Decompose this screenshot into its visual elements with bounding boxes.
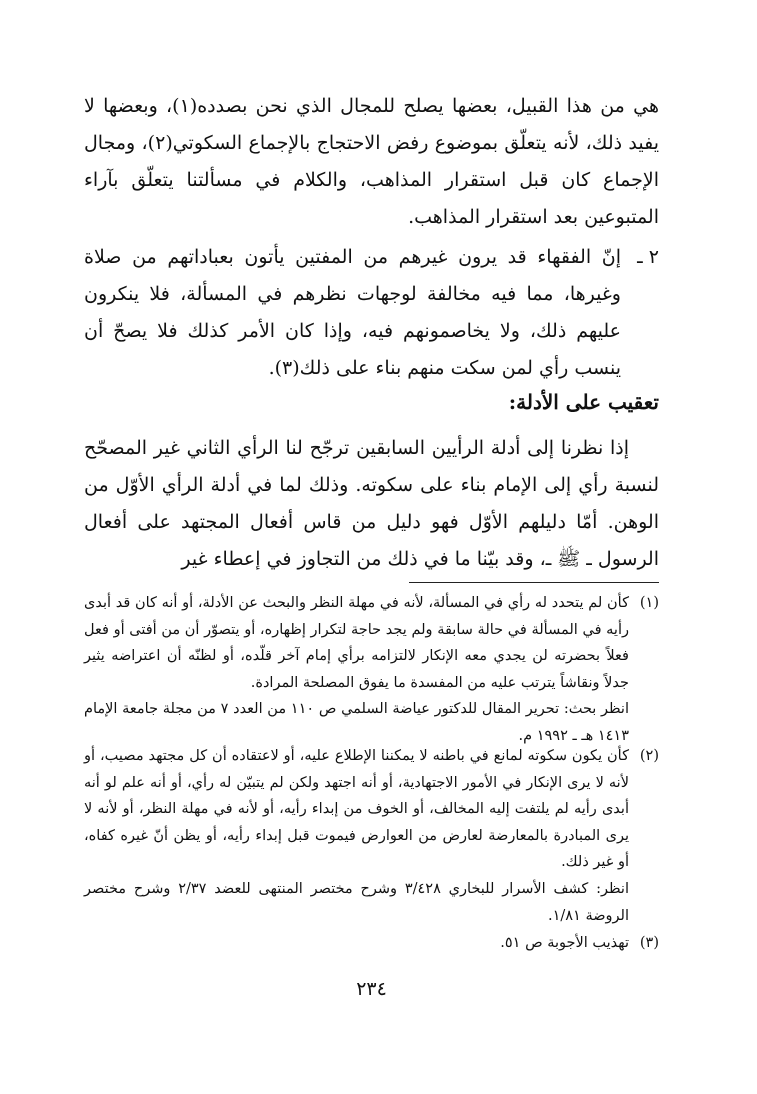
- intro-paragraph: هي من هذا القبيل، بعضها يصلح للمجال الذي نحن بصدده(١)، وبعضها لا يفيد ذلك، لأنه يتعلّق بموضوع رفض الاحتجاج بالإجماع السكوتي(٢)، ومجال الإجماع كان قبل استقرار المذاهب، والكلام في مسألتنا يتعلّق بآراء المتبوعين بعد استقرار المذاهب.: [84, 95, 660, 228]
- footnote-3: [84, 930, 659, 957]
- book-page: [84, 0, 659, 1094]
- footnote-2-reference: [84, 876, 659, 929]
- footnote-text: كأن يكون سكوته لمانع في باطنه لا يمكننا الإطلاع عليه، أو لاعتقاده أن كل مجتهد مصيب، أو لأنه لا يرى الإنكار في الأمور الاجتهادية، أو أنه اجتهد ولكن لم يتبيّن له رأي، أو أنه علم لو أنه أبدى رأيه لم يلتفت إليه المخالف، أو الخوف من إبداء رأيه، أو لأنه في مهلة النظر، أو لأنه لا يرى المبادرة بالمعارضة لعارض من العوارض فيموت قبل إبداء رأيه، أو يظن أنّ غيره كفاه، أو غير ذلك.: [84, 748, 629, 870]
- footnote-number: (٢): [639, 748, 659, 764]
- numbered-point-2: [84, 239, 659, 387]
- footnote-reference-text: انظر بحث: تحرير المقال للدكتور عياضة السلمي ص ١١٠ من العدد ٧ من مجلة جامعة الإمام ١٤١٣ هـ ـ ١٩٩٢ م.: [84, 701, 629, 744]
- footnote-number: (٣): [639, 935, 659, 951]
- footnote-1: [84, 590, 659, 696]
- point-text: إنّ الفقهاء قد يرون غيرهم من المفتين يأتون بعباداتهم من صلاة وغيرها، مما فيه مخالفة لوجهات نظرهم في المسألة، فلا ينكرون عليهم ذلك، ولا يخاصمونهم فيه، وإذا كان الأمر كذلك فلا يصحّ أن ينسب رأي لمن سكت منهم بناء على ذلك(٣).: [84, 246, 621, 379]
- footnote-text: تهذيب الأجوبة ص ٥١.: [500, 935, 629, 951]
- footnote-reference-text: انظر: كشف الأسرار للبخاري ٣/٤٢٨ وشرح مختصر المنتهى للعضد ٢/٣٧ وشرح مختصر الروضة ١/٨١.: [84, 881, 629, 924]
- page-number: ٢٣٤: [356, 978, 387, 1000]
- footnote-text: كأن لم يتحدد له رأي في المسألة، لأنه في مهلة النظر والبحث عن الأدلة، أو أنه كان قد أبدى رأيه في المسألة في حالة سابقة ولم يجد حاجة لتكرار إظهاره، أو يتصوّر أن من أفتى أو فعل فعلاً بحضرته لن يجدي معه الإنكار لالتزامه برأي إمام آخر قلّده، أو لظنّه أن اعتراضه يثير جدلاً ونقاشاً يترتب عليه من المفسدة ما يفوق المصلحة المرادة.: [84, 595, 629, 691]
- section-heading: تعقيب على الأدلة:: [508, 390, 659, 414]
- footnote-2: [84, 743, 659, 876]
- footnote-1-reference: [84, 696, 659, 749]
- footnote-divider: [409, 582, 659, 583]
- footnote-number: (١): [639, 595, 659, 611]
- point-number: ٢ ـ: [637, 246, 659, 268]
- critique-paragraph: إذا نظرنا إلى أدلة الرأيين السابقين ترجّح لنا الرأي الثاني غير المصحّح لنسبة رأي إلى الإمام بناء على سكوته. وذلك لما في أدلة الرأي الأوّل من الوهن. أمّا دليلهم الأوّل فهو دليل من قاس أفعال المجتهد على أفعال الرسول ـ ﷺ ـ، وقد بيّنا ما في ذلك من التجاوز في إعطاء غير: [84, 437, 659, 570]
